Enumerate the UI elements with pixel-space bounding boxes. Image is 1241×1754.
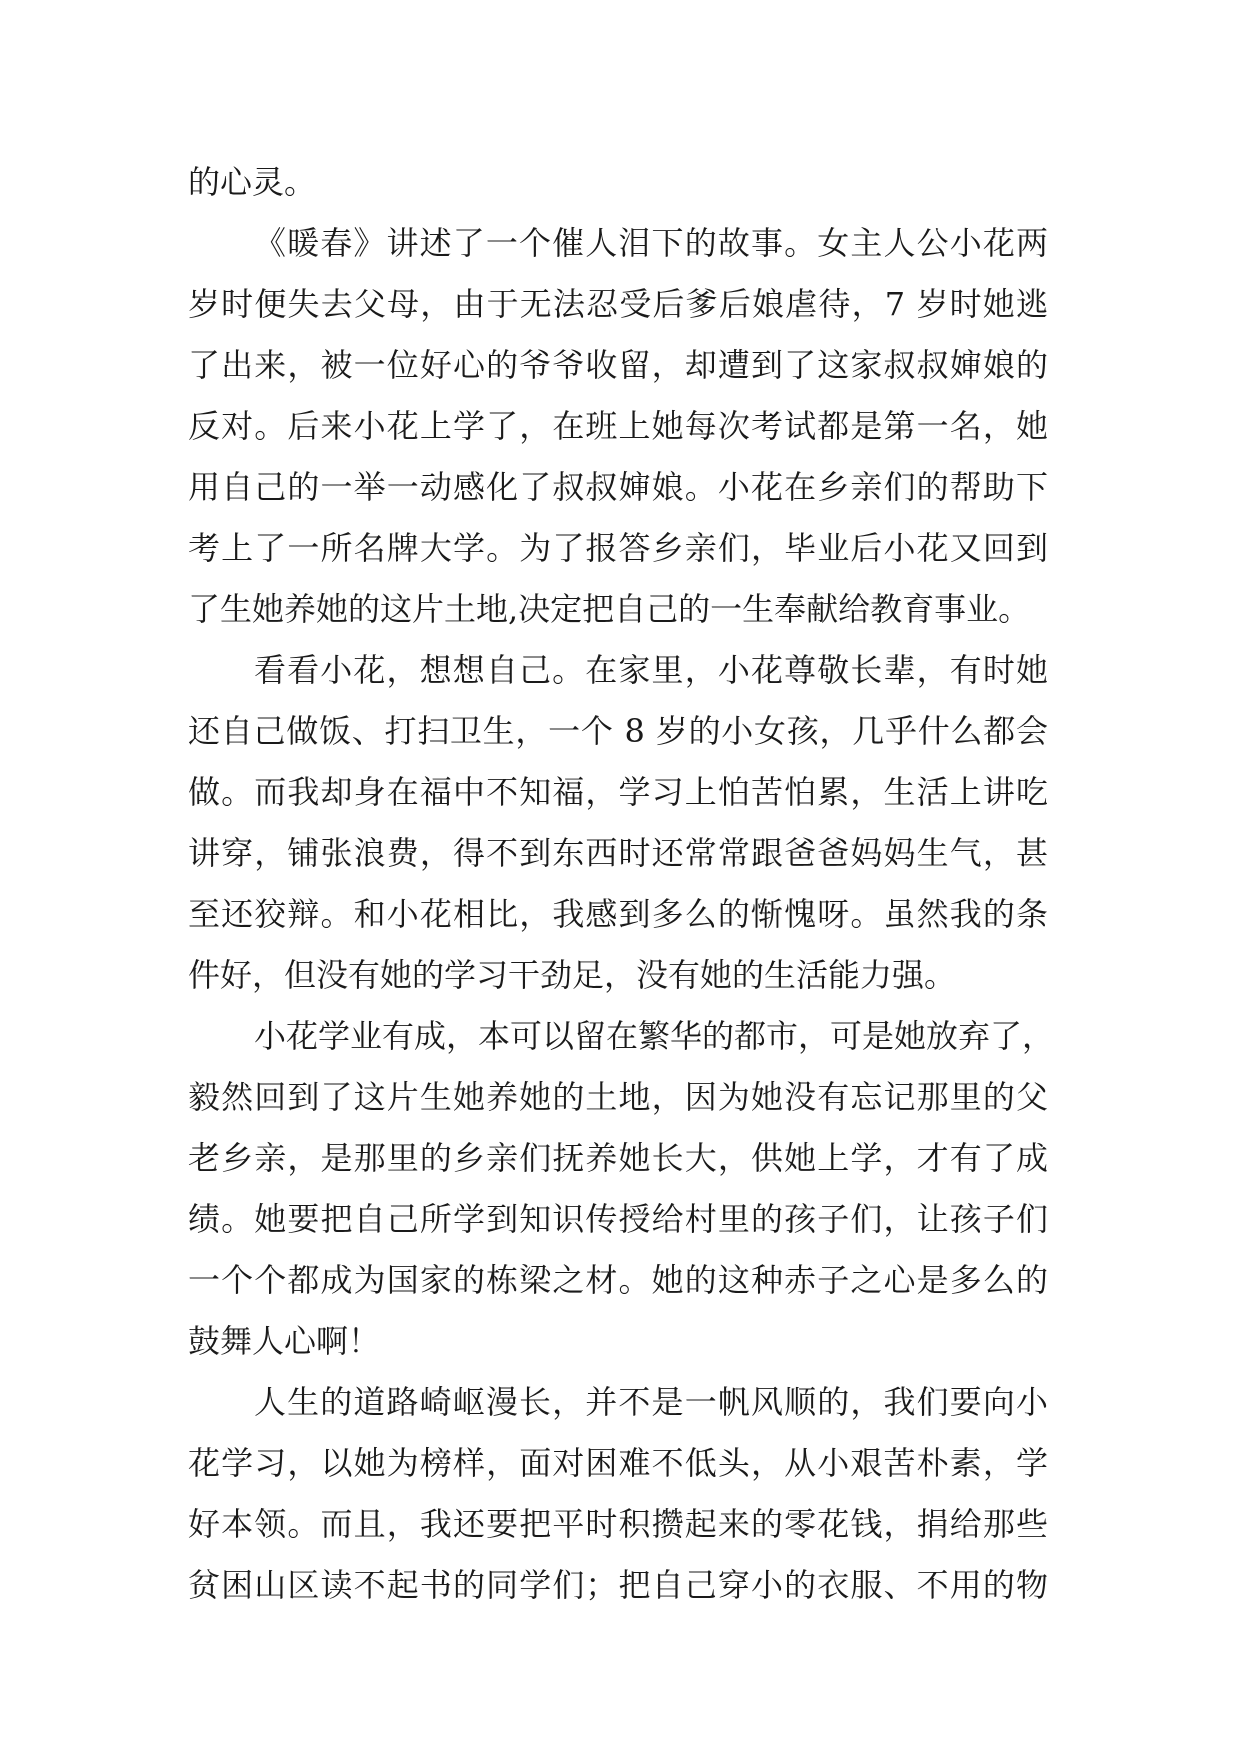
text-line: 鼓舞人心啊！ bbox=[188, 1322, 381, 1360]
paragraph-first-line: 小花学业有成，本可以留在繁华的都市，可是她放弃了， bbox=[254, 1017, 1055, 1055]
text-line: 花学习，以她为榜样，面对困难不低头，从小艰苦朴素，学 bbox=[188, 1444, 1048, 1482]
text-line: 好本领。而且，我还要把平时积攒起来的零花钱，捐给那些 bbox=[188, 1505, 1048, 1543]
paragraph-first-line: 《暖春》讲述了一个催人泪下的故事。女主人公小花两 bbox=[254, 224, 1048, 262]
paragraph-first-line: 人生的道路崎岖漫长，并不是一帆风顺的，我们要向小 bbox=[254, 1383, 1048, 1421]
text-line: 贫困山区读不起书的同学们；把自己穿小的衣服、不用的物 bbox=[188, 1566, 1048, 1604]
text-line: 一个个都成为国家的栋梁之材。她的这种赤子之心是多么的 bbox=[188, 1261, 1048, 1299]
text-line: 用自己的一举一动感化了叔叔婶娘。小花在乡亲们的帮助下 bbox=[188, 468, 1048, 506]
text-line: 做。而我却身在福中不知福，学习上怕苦怕累，生活上讲吃 bbox=[188, 773, 1048, 811]
text-line: 讲穿，铺张浪费，得不到东西时还常常跟爸爸妈妈生气，甚 bbox=[188, 834, 1048, 872]
essay-body bbox=[188, 152, 1055, 1616]
text-line: 绩。她要把自己所学到知识传授给村里的孩子们，让孩子们 bbox=[188, 1200, 1048, 1238]
text-line: 考上了一所名牌大学。为了报答乡亲们，毕业后小花又回到 bbox=[188, 529, 1048, 567]
text-line: 岁时便失去父母，由于无法忍受后爹后娘虐待，7 岁时她逃 bbox=[188, 285, 1048, 323]
paragraph-first-line: 看看小花，想想自己。在家里，小花尊敬长辈，有时她 bbox=[254, 651, 1048, 689]
text-line: 还自己做饭、打扫卫生，一个 8 岁的小女孩，几乎什么都会 bbox=[188, 712, 1048, 750]
text-line: 的心灵。 bbox=[188, 163, 317, 201]
text-line: 毅然回到了这片生她养她的土地，因为她没有忘记那里的父 bbox=[188, 1078, 1048, 1116]
text-line: 了生她养她的这片土地,决定把自己的一生奉献给教育事业。 bbox=[188, 590, 1031, 628]
text-line: 至还狡辩。和小花相比，我感到多么的惭愧呀。虽然我的条 bbox=[188, 895, 1048, 933]
text-line: 件好，但没有她的学习干劲足，没有她的生活能力强。 bbox=[188, 956, 957, 994]
text-line: 反对。后来小花上学了，在班上她每次考试都是第一名，她 bbox=[188, 407, 1048, 445]
text-line: 了出来，被一位好心的爷爷收留，却遭到了这家叔叔婶娘的 bbox=[188, 346, 1048, 384]
text-line: 老乡亲，是那里的乡亲们抚养她长大，供她上学，才有了成 bbox=[188, 1139, 1048, 1177]
